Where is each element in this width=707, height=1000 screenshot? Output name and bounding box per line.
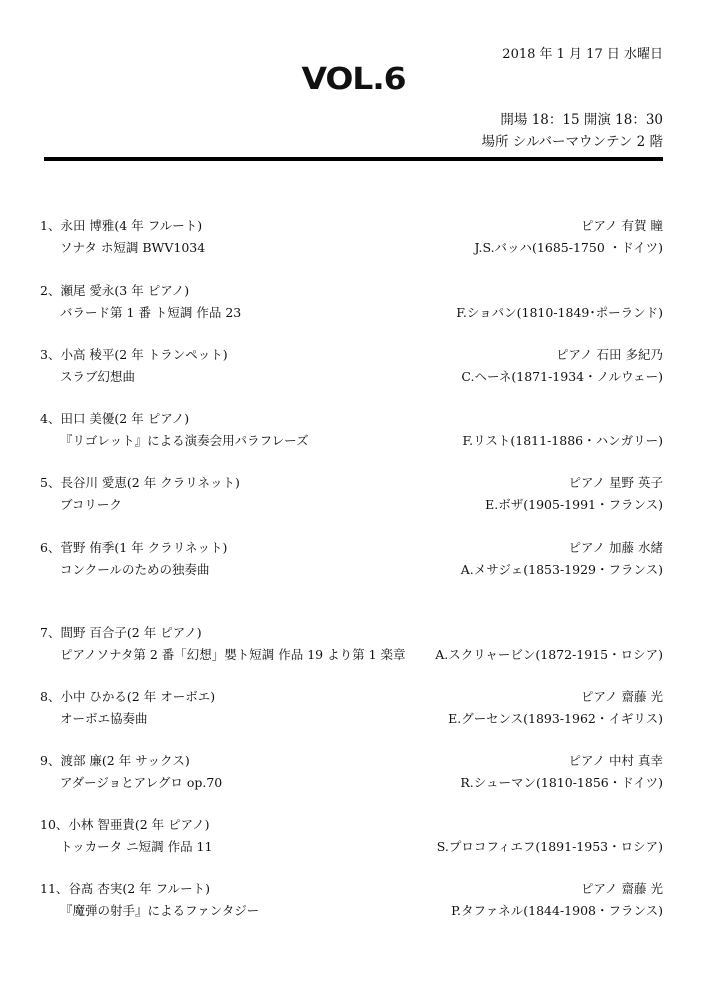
composer: E.ボザ(1905-1991・フランス) <box>485 497 663 512</box>
program-item-row-performer <box>40 409 663 429</box>
program-item-row-performer <box>40 281 663 301</box>
program-item-row-piece <box>40 495 663 515</box>
composer: A.スクリャービン(1872-1915・ロシア) <box>435 647 663 662</box>
accompanist: ピアノ 齋藤 光 <box>581 689 663 704</box>
performer: 4、田口 美優(2 年 ピアノ) <box>40 411 190 426</box>
composer: F.ショパン(1810-1849･ポーランド) <box>456 305 663 320</box>
program-item-row-piece <box>40 303 663 323</box>
accompanist: ピアノ 星野 英子 <box>568 475 663 490</box>
program-item <box>40 623 663 667</box>
program-item <box>40 216 663 260</box>
program-item-row-performer <box>40 879 663 899</box>
piece-title: スラブ幻想曲 <box>60 369 136 384</box>
header-divider <box>44 157 663 161</box>
accompanist: ピアノ 有賀 瞳 <box>581 218 663 233</box>
program-item-row-performer <box>40 345 663 365</box>
concert-date: 2018 年 1 月 17 日 水曜日 <box>502 47 663 62</box>
piece-title: アダージョとアレグロ op.70 <box>60 775 223 790</box>
piece-title: オーボエ協奏曲 <box>60 711 148 726</box>
program-item <box>40 751 663 795</box>
venue: 場所 シルバーマウンテン 2 階 <box>481 134 663 150</box>
program-item <box>40 879 663 923</box>
program-item-row-piece <box>40 645 663 665</box>
composer: J.S.バッハ(1685-1750 ・ドイツ) <box>474 240 663 255</box>
performer: 9、渡部 廉(2 年 サックス) <box>40 753 190 768</box>
program-item <box>40 815 663 859</box>
piece-title: 『魔弾の射手』によるファンタジー <box>60 903 260 918</box>
performer: 8、小中 ひかる(2 年 オーボエ) <box>40 689 216 704</box>
piece-title: コンクールのための独奏曲 <box>60 562 210 577</box>
program-item-row-performer <box>40 473 663 493</box>
program-item <box>40 345 663 389</box>
performer: 6、菅野 侑季(1 年 クラリネット) <box>40 540 228 555</box>
program-item-row-performer <box>40 623 663 643</box>
performer: 1、永田 博雅(4 年 フルート) <box>40 218 203 233</box>
volume-title: VOL.6 <box>301 62 406 97</box>
program-item-row-performer <box>40 216 663 236</box>
accompanist: ピアノ 石田 多紀乃 <box>556 347 663 362</box>
composer: C.ヘーネ(1871-1934・ノルウェー) <box>461 369 663 384</box>
program-item-row-performer <box>40 538 663 558</box>
piece-title: ピアノソナタ第 2 番「幻想」嬰ト短調 作品 19 より第 1 楽章 <box>60 647 406 662</box>
program-item-row-piece <box>40 773 663 793</box>
program-item-row-piece <box>40 431 663 451</box>
program-item-row-piece <box>40 367 663 387</box>
performer: 2、瀬尾 愛永(3 年 ピアノ) <box>40 283 190 298</box>
piece-title: 『リゴレット』による演奏会用パラフレーズ <box>60 433 309 448</box>
program-item-row-piece <box>40 709 663 729</box>
program-item-row-piece <box>40 560 663 580</box>
accompanist: ピアノ 中村 真幸 <box>568 753 663 768</box>
piece-title: ソナタ ホ短調 BWV1034 <box>60 240 206 255</box>
accompanist: ピアノ 齋藤 光 <box>581 881 663 896</box>
piece-title: バラード第 1 番 ト短調 作品 23 <box>60 305 242 320</box>
composer: E.グーセンス(1893-1962・イギリス) <box>448 711 663 726</box>
composer: P.タファネル(1844-1908・フランス) <box>451 903 663 918</box>
program-item-row-performer <box>40 815 663 835</box>
program-item <box>40 473 663 517</box>
program-item-row-piece <box>40 837 663 857</box>
program-item <box>40 281 663 325</box>
performer: 11、谷髙 杏実(2 年 フルート) <box>40 881 211 896</box>
performer: 3、小高 稜平(2 年 トランペット) <box>40 347 228 362</box>
program-item-row-performer <box>40 687 663 707</box>
accompanist: ピアノ 加藤 水緒 <box>568 540 663 555</box>
program-item-row-performer <box>40 751 663 771</box>
piece-title: トッカータ ニ短調 作品 11 <box>60 839 213 854</box>
performer: 10、小林 智亜貴(2 年 ピアノ) <box>40 817 210 832</box>
door-and-start-times: 開場 18：15 開演 18：30 <box>500 112 663 128</box>
program-item <box>40 409 663 453</box>
composer: F.リスト(1811-1886・ハンガリー) <box>462 433 663 448</box>
program-item-row-piece <box>40 238 663 258</box>
composer: R.シューマン(1810-1856・ドイツ) <box>460 775 663 790</box>
performer: 7、間野 百合子(2 年 ピアノ) <box>40 625 202 640</box>
composer: A.メサジェ(1853-1929・フランス) <box>460 562 663 577</box>
program-item-row-piece <box>40 901 663 921</box>
program-item <box>40 538 663 582</box>
composer: S.プロコフィエフ(1891-1953・ロシア) <box>436 839 663 854</box>
performer: 5、長谷川 愛恵(2 年 クラリネット) <box>40 475 240 490</box>
piece-title: ブコリーク <box>60 497 122 512</box>
program-item <box>40 687 663 731</box>
